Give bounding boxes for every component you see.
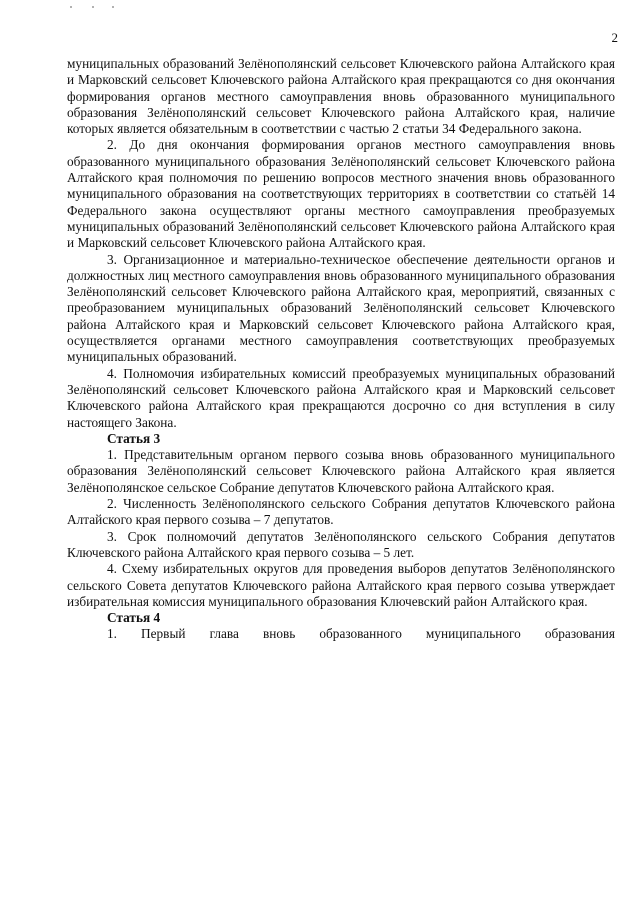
paragraph: 3. Срок полномочий депутатов Зелёнополянского сельского Собрания депутатов Ключевского района Алтайского края первого созыва – 5 лет.	[67, 528, 615, 560]
paragraph: муниципальных образований Зелёнополянский сельсовет Ключевского района Алтайского края и Марковский сельсовет Ключевского района Алтайского края прекращаются со дня окончания формирования органов местного самоуправления вновь образованного муниципального образования Зелёнополянский сельсовет Ключевского района Алтайского края, наличие которых является обязательным в соответствии с частью 2 статьи 34 Федерального закона.	[67, 56, 615, 137]
paragraph: 3. Организационное и материально-техническое обеспечение деятельности органов и должностных лиц местного самоуправления вновь образованного муниципального образования Зелёнополянский сельсовет Ключевского района Алтайского края, мероприятий, связанных с преобразованием муниципальных образований Зелёнополянский сельсовет Ключевского района Алтайского края и Марковский сельсовет Ключевского района Алтайского края, осуществляется органами местного самоуправления соответствующих преобразуемых муниципальных образований.	[67, 251, 615, 365]
scan-specks	[60, 6, 140, 12]
paragraph: 4. Полномочия избирательных комиссий преобразуемых муниципальных образований Зелёнополянский сельсовет Ключевского района Алтайского края и Марковский сельсовет Ключевского района Алтайского края прекращаются досрочно со дня вступления в силу настоящего Закона.	[67, 365, 615, 430]
paragraph: 4. Схему избирательных округов для проведения выборов депутатов Зелёнополянского сельского Совета депутатов Ключевского района Алтайского края первого созыва утверждает избирательная комиссия муниципального образования Ключевский район Алтайского края.	[67, 561, 615, 609]
paragraph: 2. До дня окончания формирования органов местного самоуправления вновь образованного муниципального образования Зелёнополянский сельсовет Ключевского района Алтайского края полномочия по решению вопросов местного значения вновь образованного муниципального образования на соответствующих территориях в соответствии со статьёй 14 Федерального закона осуществляют органы местного самоуправления преобразуемых муниципальных образований Зелёнополянский сельсовет Ключевского района Алтайского края и Марковский сельсовет Ключевского района Алтайского края.	[67, 137, 615, 251]
paragraph: 1. Представительным органом первого созыва вновь образованного муниципального образования Зелёнополянский сельсовет Ключевского района Алтайского края является Зелёнополянское сельское Собрание депутатов Ключевского района Алтайского края.	[67, 447, 615, 495]
paragraph: 1. Первый глава вновь образованного муниципального образования	[107, 626, 615, 642]
article-3-heading: Статья 3	[107, 430, 161, 446]
page-number: 2	[611, 30, 618, 45]
article-4-heading: Статья 4	[107, 610, 161, 626]
paragraph: 2. Численность Зелёнополянского сельского Собрания депутатов Ключевского района Алтайского края первого созыва – 7 депутатов.	[67, 496, 615, 528]
document-body	[67, 56, 615, 643]
